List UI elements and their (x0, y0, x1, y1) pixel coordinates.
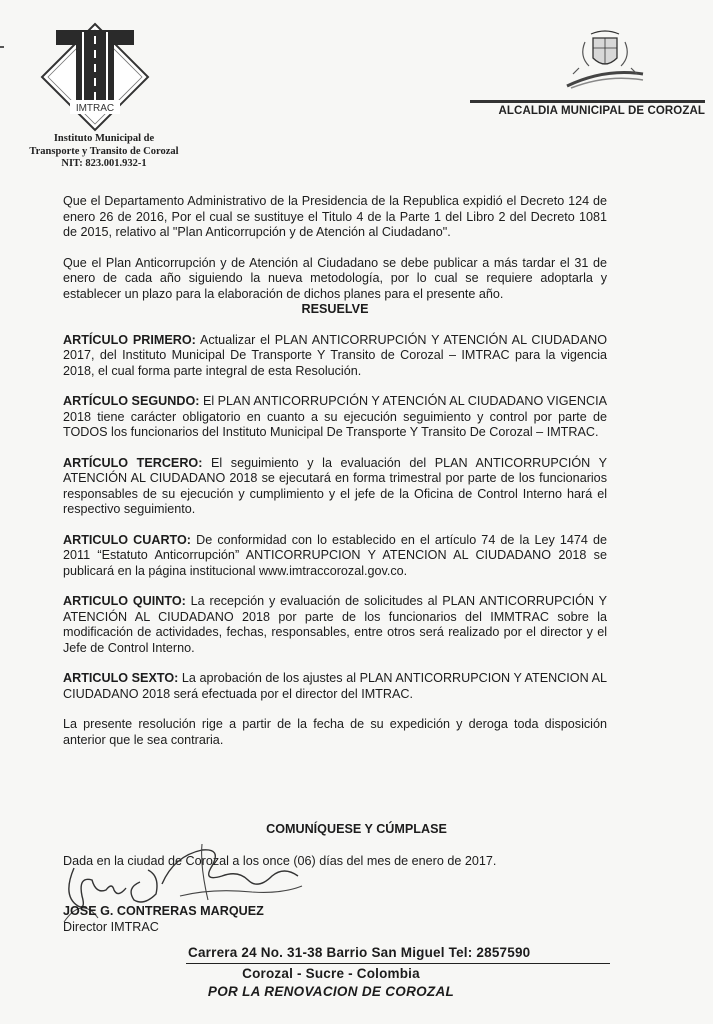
signer-name: JOSE G. CONTRERAS MARQUEZ (63, 904, 264, 918)
alcaldia-label: ALCALDIA MUNICIPAL DE COROZAL (470, 100, 705, 117)
article-fourth (63, 533, 607, 580)
considerando-paragraph-2: Que el Plan Anticorrupción y de Atención al Ciudadano se debe publicar a más tardar el 31 de enero de cada año siguiendo la nueva metodología, por lo cual se requiere adoptarla y establecer un plazo para la elaboración de dichos planes para el presente año. (63, 255, 607, 301)
article-fifth-label: ARTICULO QUINTO: (63, 594, 186, 608)
article-third-text: El seguimiento y la evaluación del PLAN ANTICORRUPCIÓN Y ATENCIÓN AL CIUDADANO 2018 se ejecutará en forma trimestral por parte de los funcionarios responsables de su ejecución y cumplimiento y el jefe de la Oficina de Control Interno hará el respectivo seguimiento. (63, 455, 608, 516)
institution-block (14, 133, 194, 171)
institution-nit: NIT: 823.001.932-1 (61, 158, 147, 169)
article-second (63, 394, 607, 441)
resolution-body (63, 194, 607, 763)
article-third-label: ARTÍCULO TERCERO: (63, 455, 203, 470)
article-first-text: Actualizar el PLAN ANTICORRUPCIÓN Y ATENCIÓN AL CIUDADANO 2017, del Instituto Municipal De Transporte Y Transito de Corozal – IMTRAC para la vigencia 2018, el cual forma parte integral de esta Resolución. (63, 332, 607, 378)
alcaldia-crest-logo (565, 28, 645, 90)
article-fourth-label: ARTICULO CUARTO: (63, 532, 192, 547)
imtrac-logo-label: IMTRAC (75, 103, 115, 114)
article-fourth-text: De conformidad con lo establecido en el artículo 74 de la Ley 1474 de 2011 “Estatuto Anticorrupción” ANTICORRUPCION Y ATENCION AL CIUDADANO 2018 se publicará en la página institucional www.imtraccorozal.gov.co. (63, 532, 607, 578)
footer-motto: POR LA RENOVACION DE COROZAL (207, 984, 455, 999)
issue-date-line: Dada en la ciudad de Corozal a los once (06) días del mes de enero de 2017. (63, 854, 497, 868)
article-fifth (63, 594, 607, 656)
institution-name-line2: Transporte y Transito de Corozal (29, 145, 179, 157)
article-sixth (63, 671, 607, 702)
comuniquese-heading: COMUNÍQUESE Y CÚMPLASE (266, 822, 447, 836)
article-sixth-label: ARTICULO SEXTO: (63, 671, 179, 685)
article-sixth-text: La aprobación de los ajustes al PLAN ANTICORRUPCION Y ATENCION AL CIUDADANO 2018 será efectuada por el director del IMTRAC. (63, 671, 607, 701)
institution-name-line1: Instituto Municipal de (53, 133, 155, 144)
imtrac-logo (40, 22, 150, 132)
article-second-text: El PLAN ANTICORRUPCIÓN Y ATENCIÓN AL CIUDADANO VIGENCIA 2018 tiene carácter obligatorio en cuanto a su ejecución seguimiento y control por parte de TODOS los funcionarios del Instituto Municipal De Transporte Y Transito De Corozal – IMTRAC. (63, 394, 607, 439)
resuelve-heading: RESUELVE (301, 302, 369, 316)
footer-divider (186, 963, 610, 964)
article-first-label: ARTÍCULO PRIMERO: (63, 332, 196, 347)
closing-paragraph: La presente resolución rige a partir de la fecha de su expedición y deroga toda disposición anterior que le sea contraria. (63, 717, 607, 747)
scan-edge-mark (0, 46, 4, 48)
article-fifth-text: La recepción y evaluación de solicitudes al PLAN ANTICORRUPCIÓN Y ATENCIÓN AL CIUDADANO 2018 por parte de los funcionarios del IMMTRAC sobre la modificación de actividades, fechas, responsables, entre otros será realizado por el director y el Jefe de Control Interno. (63, 594, 607, 655)
article-first (63, 333, 607, 380)
article-second-label: ARTÍCULO SEGUNDO: (63, 394, 200, 408)
footer-city: Corozal - Sucre - Colombia (242, 966, 420, 981)
signer-role: Director IMTRAC (63, 920, 159, 934)
considerando-paragraph-1: Que el Departamento Administrativo de la Presidencia de la Republica expidió el Decreto 124 de enero 26 de 2016, Por el cual se sustituye el Titulo 4 de la Parte 1 del Libro 2 del Decreto 1081 de 2015, relativo al "Plan Anticorrupción y de Atención al Ciudadano". (63, 194, 607, 239)
article-third (63, 456, 607, 518)
footer-address: Carrera 24 No. 31-38 Barrio San Miguel Tel: 2857590 (188, 945, 531, 960)
